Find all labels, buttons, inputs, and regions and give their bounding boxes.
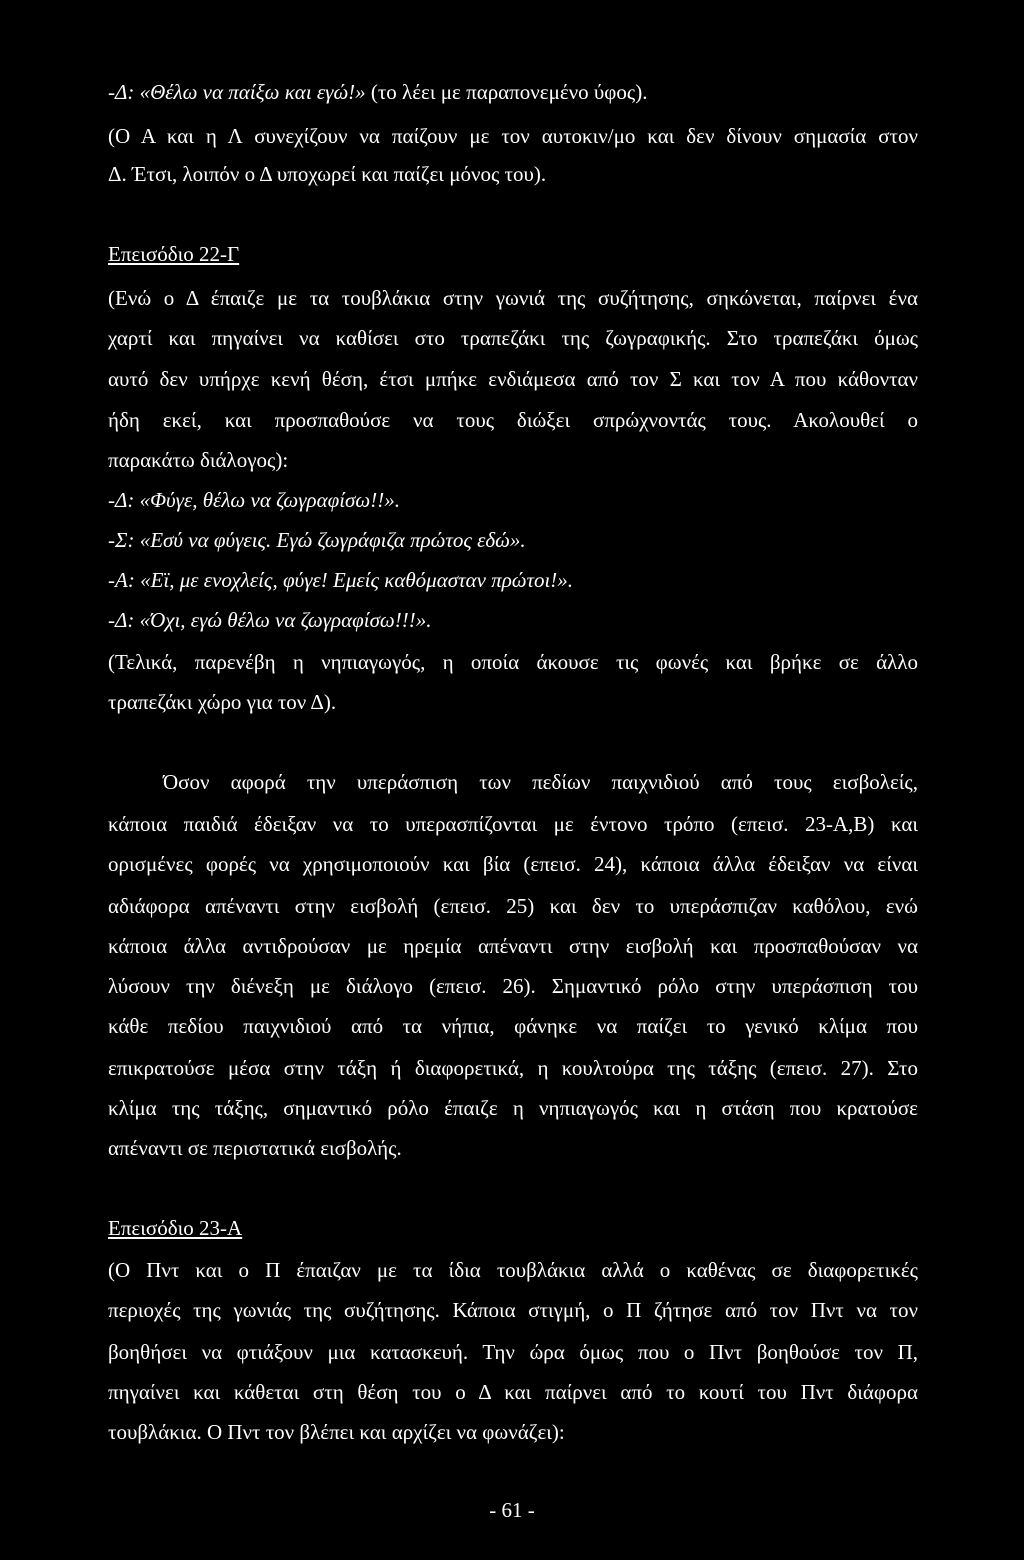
paragraph-line: λύσουν την διένεξη με διάλογο (επεισ. 26). Σημαντικό ρόλο στην υπεράσπιση του	[108, 974, 918, 998]
paragraph-line: περιοχές της γωνιάς της συζήτησης. Κάποια στιγμή, ο Π ζήτησε από τον Πντ να τον	[108, 1298, 918, 1322]
dialogue-line	[108, 526, 918, 554]
dialogue-quote: «Εσύ να φύγεις. Εγώ ζωγράφιζα πρώτος εδώ».	[139, 528, 526, 552]
paragraph-line: κάποια παιδιά έδειξαν να το υπερασπίζονται με έντονο τρόπο (επεισ. 23-Α,Β) και	[108, 812, 918, 836]
paragraph-line: τραπεζάκι χώρο για τον Δ).	[108, 690, 337, 714]
paragraph-line: παρακάτω διάλογος):	[108, 448, 289, 472]
paragraph-line: κάποια άλλα αντιδρούσαν με ηρεμία απέναντι στην εισβολή και προσπαθούσαν να	[108, 934, 918, 958]
episode-heading: Επεισόδιο 22-Γ	[108, 242, 240, 266]
paragraph-line: κάθε πεδίου παιχνιδιού από τα νήπια, φάνηκε να παίζει το γενικό κλίμα που	[108, 1014, 918, 1038]
paragraph-line: χαρτί και πηγαίνει να καθίσει στο τραπεζάκι της ζωγραφικής. Στο τραπεζάκι όμως	[108, 326, 918, 350]
paragraph-line: αδιάφορα απέναντι στην εισβολή (επεισ. 25) και δεν το υπεράσπιζαν καθόλου, ενώ	[108, 894, 918, 918]
paragraph-line: βοηθήσει να φτιάξουν μια κατασκευή. Την ώρα όμως που ο Πντ βοηθούσε τον Π,	[108, 1340, 918, 1364]
speaker-label: -Δ:	[108, 80, 140, 104]
paragraph-line: ήδη εκεί, και προσπαθούσε να τους διώξει σπρώχνοντάς τους. Ακολουθεί ο	[108, 408, 918, 432]
dialogue-quote: «Θέλω να παίξω και εγώ!»	[139, 80, 366, 104]
dialogue-line	[108, 78, 918, 106]
paragraph-line: Δ. Έτσι, λοιπόν ο Δ υποχωρεί και παίζει μόνος του).	[108, 162, 547, 186]
paragraph-line: (Τελικά, παρενέβη η νηπιαγωγός, η οποία άκουσε τις φωνές και βρήκε σε άλλο	[108, 650, 918, 674]
paragraph-line: πηγαίνει και κάθεται στη θέση του ο Δ και παίρνει από το κουτί του Πντ διάφορα	[108, 1380, 918, 1404]
paragraph-line: (Ο Α και η Λ συνεχίζουν να παίζουν με τον αυτοκιν/μο και δεν δίνουν σημασία στον	[108, 124, 918, 148]
paragraph-line: αυτό δεν υπήρχε κενή θέση, έτσι μπήκε ενδιάμεσα από τον Σ και τον Α που κάθονταν	[108, 367, 918, 391]
page-number: - 61 -	[489, 1498, 535, 1522]
episode-heading: Επεισόδιο 23-Α	[108, 1216, 243, 1240]
paragraph-line: (Ενώ ο Δ έπαιζε με τα τουβλάκια στην γωνιά της συζήτησης, σηκώνεται, παίρνει ένα	[108, 286, 918, 310]
dialogue-quote: «Εϊ, με ενοχλείς, φύγε! Εμείς καθόμασταν πρώτοι!».	[140, 568, 574, 592]
dialogue-quote: «Φύγε, θέλω να ζωγραφίσω!!».	[139, 488, 400, 512]
paragraph-line: Όσον αφορά την υπεράσπιση των πεδίων παιχνιδιού από τους εισβολείς,	[163, 770, 918, 794]
paragraph-line: απέναντι σε περιστατικά εισβολής.	[108, 1136, 402, 1160]
paragraph-line: επικρατούσε μέσα στην τάξη ή διαφορετικά, η κουλτούρα της τάξης (επεισ. 27). Στο	[108, 1056, 918, 1080]
stage-direction: (το λέει με παραπονεμένο ύφος).	[365, 80, 648, 104]
speaker-label: -Δ:	[108, 488, 140, 512]
paragraph-line: (Ο Πντ και ο Π έπαιζαν με τα ίδια τουβλάκια αλλά ο καθένας σε διαφορετικές	[108, 1258, 918, 1282]
speaker-label: -Σ:	[108, 528, 140, 552]
paragraph-line: κλίμα της τάξης, σημαντικό ρόλο έπαιζε η νηπιαγωγός και η στάση που κρατούσε	[108, 1096, 918, 1120]
speaker-label: -Δ:	[108, 608, 140, 632]
dialogue-line	[108, 566, 918, 594]
dialogue-line	[108, 486, 918, 514]
paragraph-line: τουβλάκια. Ο Πντ τον βλέπει και αρχίζει να φωνάζει):	[108, 1420, 565, 1444]
paragraph-line: ορισμένες φορές να χρησιμοποιούν και βία (επεισ. 24), κάποια άλλα έδειξαν να είναι	[108, 852, 918, 876]
speaker-label: -Α:	[108, 568, 141, 592]
dialogue-quote: «Όχι, εγώ θέλω να ζωγραφίσω!!!».	[139, 608, 432, 632]
dialogue-line	[108, 606, 918, 634]
